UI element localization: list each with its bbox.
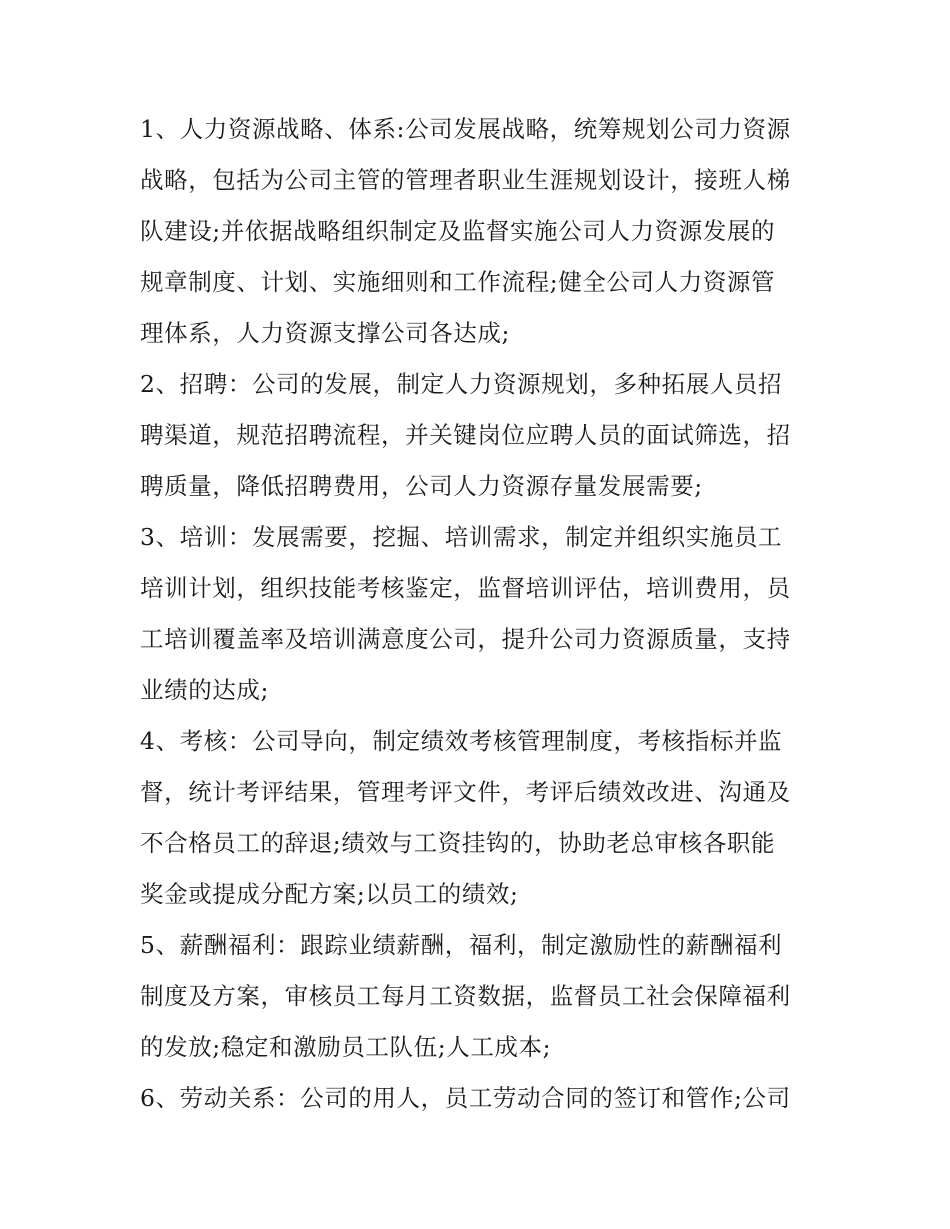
- text-line: 5、薪酬福利：跟踪业绩薪酬，福利，制定激励性的薪酬福利: [140, 931, 783, 959]
- document-body: [140, 104, 820, 1124]
- text-line: 不合格员工的辞退;绩效与工资挂钩的，协助老总审核各职能: [140, 829, 776, 857]
- paragraph-assessment: [140, 716, 820, 920]
- paragraph-training: [140, 512, 820, 716]
- text-line: 6、劳动关系：公司的用人，员工劳动合同的签订和管作;公司: [140, 1084, 791, 1112]
- text-line: 1、人力资源战略、体系:公司发展战略，统筹规划公司力资源: [140, 115, 791, 143]
- text-line: 的发放;稳定和激励员工队伍;人工成本;: [140, 1033, 552, 1061]
- text-line: 队建设;并依据战略组织制定及监督实施公司人力资源发展的: [140, 217, 776, 245]
- paragraph-strategy: [140, 104, 820, 359]
- text-line: 规章制度、计划、实施细则和工作流程;健全公司人力资源管: [140, 268, 776, 296]
- text-line: 聘质量，降低招聘费用，公司人力资源存量发展需要;: [140, 472, 703, 500]
- text-line: 2、招聘：公司的发展，制定人力资源规划，多种拓展人员招: [140, 370, 783, 398]
- text-line: 4、考核：公司导向，制定绩效考核管理制度，考核指标并监: [140, 727, 783, 755]
- text-line: 3、培训：发展需要，挖掘、培训需求，制定并组织实施员工: [140, 523, 783, 551]
- text-line: 业绩的达成;: [140, 676, 270, 704]
- text-line: 奖金或提成分配方案;以员工的绩效;: [140, 880, 519, 908]
- text-line: 理体系，人力资源支撑公司各达成;: [140, 319, 511, 347]
- text-line: 督，统计考评结果，管理考评文件，考评后绩效改进、沟通及: [140, 778, 791, 806]
- text-line: 战略，包括为公司主管的管理者职业生涯规划设计，接班人梯: [140, 166, 791, 194]
- text-line: 培训计划，组织技能考核鉴定，监督培训评估，培训费用，员: [140, 574, 791, 602]
- text-line: 制度及方案，审核员工每月工资数据，监督员工社会保障福利: [140, 982, 791, 1010]
- paragraph-labor-relations: [140, 1073, 820, 1124]
- paragraph-compensation: [140, 920, 820, 1073]
- text-line: 工培训覆盖率及培训满意度公司，提升公司力资源质量，支持: [140, 625, 791, 653]
- text-line: 聘渠道，规范招聘流程，并关键岗位应聘人员的面试筛选，招: [140, 421, 791, 449]
- paragraph-recruitment: [140, 359, 820, 512]
